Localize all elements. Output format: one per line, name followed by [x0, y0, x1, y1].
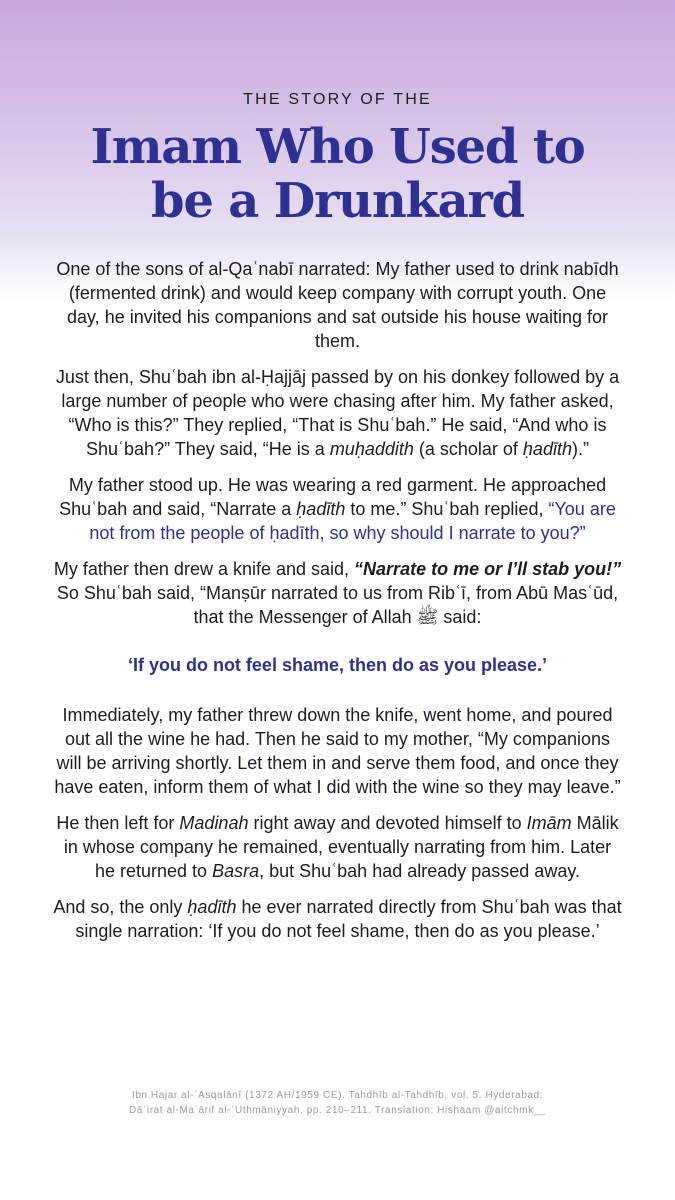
paragraph-6-text-d: , but Shuʿbah had already passed away.: [259, 861, 580, 881]
term-hadith: ḥadīth: [296, 499, 346, 519]
paragraph-6: [52, 811, 623, 883]
title-line-2: be a Drunkard: [151, 173, 524, 229]
term-hadith: ḥadīth: [187, 897, 237, 917]
paragraph-1: One of the sons of al-Qaʿnabī narrated: My father used to drink nabīdh (fermented drink) and would keep company with corrupt youth. One day, he invited his companions and sat outside his house waiting for them.: [56, 259, 619, 351]
place-basra: Basra: [212, 861, 260, 881]
paragraph-6-text-a: He then left for: [56, 813, 180, 833]
paragraph-7-text-a: And so, the only: [53, 897, 188, 917]
paragraph-6-text-b: right away and devoted himself to: [248, 813, 527, 833]
story-body: [52, 257, 623, 955]
paragraph-2-text-c: ).”: [571, 439, 589, 459]
citation-line-1: Ibn Hajar al-ʿAsqalānī (1372 AH/1959 CE). Tahdhīb al-Tahdhīb, vol. 5. Hyderabad:: [131, 1090, 544, 1101]
paragraph-3-text-a: My father stood up. He was wearing a red garment. He approached Shuʿbah and said, “Narrate a: [59, 475, 607, 519]
paragraph-4-text-a: My father then drew a knife and said,: [53, 559, 355, 579]
hadith-quote: ‘If you do not feel shame, then do as you please.’: [127, 655, 548, 675]
term-hadith: ḥadīth: [522, 439, 572, 459]
citation-line-2: Dāʾirat al-Maʿārif al-ʿUthmāniyyah, pp. 210–211. Translation: Hishaam @aitchmk__: [128, 1105, 546, 1116]
paragraph-2: [52, 365, 623, 461]
paragraph-6-text-c: Mālik in whose company he remained, eventually narrating from him. Later he returned to: [63, 813, 619, 881]
title-line-1: Imam Who Used to: [90, 119, 585, 175]
paragraph-5: Immediately, my father threw down the knife, went home, and poured out all the wine he had. Then he said to my mother, “My companions will be arriving shortly. Let them in and serve them food, and once they have eaten, inform them of what I did with the wine so they may leave.”: [54, 705, 621, 797]
paragraph-7: [52, 895, 623, 943]
paragraph-7-text-b: he ever narrated directly from Shuʿbah was that single narration: ‘If you do not feel shame, then do as you please.’: [75, 897, 622, 941]
place-madinah: Madinah: [179, 813, 249, 833]
paragraph-4-text-b: So Shuʿbah said, “Manṣūr narrated to us from Ribʿī, from Abū Masʿūd, that the Messenger of Allah ﷺ said:: [56, 583, 619, 627]
paragraph-3: [52, 473, 623, 545]
page-title: [0, 120, 675, 228]
paragraph-3-text-b: to me.” Shuʿbah replied,: [345, 499, 549, 519]
shubah-reply-quote: “You are not from the people of ḥadīth, so why should I narrate to you?”: [89, 499, 616, 543]
paragraph-4: [52, 557, 623, 629]
title-imam: Imām: [526, 813, 572, 833]
term-muhaddith: muḥaddith: [329, 439, 414, 459]
threat-quote: “Narrate to me or I’ll stab you!”: [354, 559, 622, 579]
paragraph-2-text-a: Just then, Shuʿbah ibn al-Ḥajjāj passed by on his donkey followed by a large number of people who were chasing after him. My father asked, “Who is this?” They replied, “That is Shuʿbah.” He said, “And who is Shuʿbah?” They said, “He is a: [55, 367, 620, 459]
paragraph-2-text-b: (a scholar of: [413, 439, 523, 459]
page-kicker: THE STORY OF THE: [243, 91, 432, 108]
citation-footnote: [60, 1088, 615, 1118]
